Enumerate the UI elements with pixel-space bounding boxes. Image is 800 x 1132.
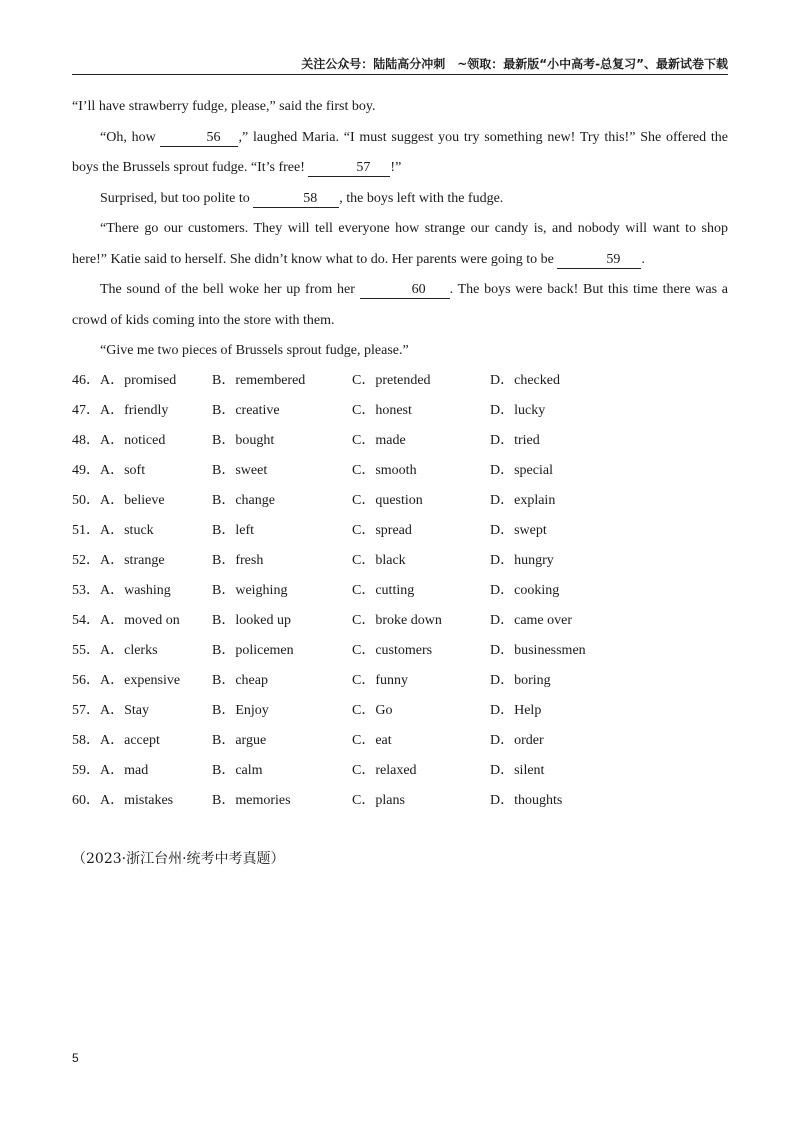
option-d: D．boring [490,673,551,688]
option-d: D．order [490,733,544,748]
option-b: B．looked up [212,613,291,628]
option-c: C．customers [352,643,433,658]
option-c: C．funny [352,673,408,688]
option-c: C．plans [352,793,405,808]
option-d: D．cooking [490,583,560,598]
option-d: D．silent [490,763,545,778]
option-c: C．broke down [352,613,442,628]
passage-paragraph: “I’ll have strawberry fudge, please,” said the first boy. [72,99,376,114]
option-d: D．explain [490,493,556,508]
option-d: D．came over [490,613,573,628]
question-row: 47． A．friendly B．creative C．honest D．lucky [72,396,728,426]
option-d: D．swept [490,523,547,538]
option-c: C．Go [352,703,393,718]
page-number: 5 [72,1051,79,1065]
option-c: C．spread [352,523,412,538]
option-a: A．strange [100,553,165,568]
reading-passage [72,92,728,367]
option-b: B．left [212,523,254,538]
option-a: A．stuck [100,523,154,538]
option-c: C．smooth [352,463,417,478]
option-a: A．friendly [100,403,169,418]
blank-59: 59 [557,252,641,269]
options-list [72,366,728,816]
option-c: C．honest [352,403,412,418]
option-b: B．creative [212,403,280,418]
passage-paragraph: “There go our customers. They will tell everyone how strange our candy is, and nobody will want to shop here!” Katie said to herself. She didn’t know what to do. Her parents were going to be 59 . [72,221,728,267]
passage-paragraph: “Give me two pieces of Brussels sprout fudge, please.” [100,343,409,358]
option-c: C．cutting [352,583,415,598]
blank-57: 57 [308,160,390,177]
option-b: B．remembered [212,373,306,388]
passage-paragraph: “Oh, how 56 ,” laughed Maria. “I must suggest you try something new! Try this!” She offered the boys the Brussels sprout fudge. “It’s free! 57 !” [72,129,728,175]
question-row: 48． A．noticed B．bought C．made D．tried [72,426,728,456]
option-a: A．expensive [100,673,181,688]
question-row: 57． A．Stay B．Enjoy C．Go D．Help [72,696,728,726]
option-d: D．special [490,463,553,478]
option-d: D．lucky [490,403,546,418]
option-b: B．fresh [212,553,264,568]
option-b: B．sweet [212,463,268,478]
source-note: （2023·浙江台州·统考中考真题） [72,851,285,867]
option-d: D．tried [490,433,540,448]
option-d: D．checked [490,373,560,388]
question-row: 53． A．washing B．weighing C．cutting D．cooking [72,576,728,606]
question-row: 56． A．expensive B．cheap C．funny D．boring [72,666,728,696]
question-row: 52． A．strange B．fresh C．black D．hungry [72,546,728,576]
option-c: C．eat [352,733,392,748]
option-d: D．businessmen [490,643,586,658]
option-a: A．clerks [100,643,158,658]
option-a: A．accept [100,733,160,748]
question-row: 54． A．moved on B．looked up C．broke down D．came over [72,606,728,636]
option-b: B．change [212,493,275,508]
question-row: 46． A．promised B．remembered C．pretended D．checked [72,366,728,396]
option-b: B．bought [212,433,275,448]
option-a: A．moved on [100,613,180,628]
blank-60: 60 [360,282,450,299]
option-a: A．believe [100,493,165,508]
option-d: D．Help [490,703,542,718]
option-a: A．washing [100,583,171,598]
question-row: 55． A．clerks B．policemen C．customers D．businessmen [72,636,728,666]
option-b: B．policemen [212,643,294,658]
option-a: A．Stay [100,703,149,718]
option-a: A．promised [100,373,177,388]
option-b: B．weighing [212,583,288,598]
option-d: D．hungry [490,553,554,568]
question-row: 59． A．mad B．calm C．relaxed D．silent [72,756,728,786]
option-c: C．relaxed [352,763,417,778]
option-b: B．cheap [212,673,268,688]
question-row: 51． A．stuck B．left C．spread D．swept [72,516,728,546]
option-d: D．thoughts [490,793,563,808]
question-row: 49． A．soft B．sweet C．smooth D．special [72,456,728,486]
passage-paragraph: Surprised, but too polite to 58 , the boys left with the fudge. [100,190,504,206]
question-row: 58． A．accept B．argue C．eat D．order [72,726,728,756]
page-header [72,56,728,75]
option-b: B．calm [212,763,263,778]
option-c: C．question [352,493,423,508]
option-a: A．mistakes [100,793,174,808]
question-row: 60． A．mistakes B．memories C．plans D．thoughts [72,786,728,816]
option-c: C．made [352,433,406,448]
option-c: C．black [352,553,406,568]
option-a: A．noticed [100,433,166,448]
blank-56: 56 [160,130,238,147]
blank-58: 58 [253,191,339,208]
option-a: A．mad [100,763,149,778]
option-b: B．memories [212,793,291,808]
option-a: A．soft [100,463,146,478]
passage-paragraph: The sound of the bell woke her up from her 60 . The boys were back! But this time there was a crowd of kids coming into the store with them. [72,282,729,328]
option-c: C．pretended [352,373,431,388]
header-text: 关注公众号：陆陆高分冲刺 ~领取：最新版“小中高考-总复习”、最新试卷下载 [301,57,728,71]
option-b: B．argue [212,733,267,748]
option-b: B．Enjoy [212,703,269,718]
question-row: 50． A．believe B．change C．question D．explain [72,486,728,516]
